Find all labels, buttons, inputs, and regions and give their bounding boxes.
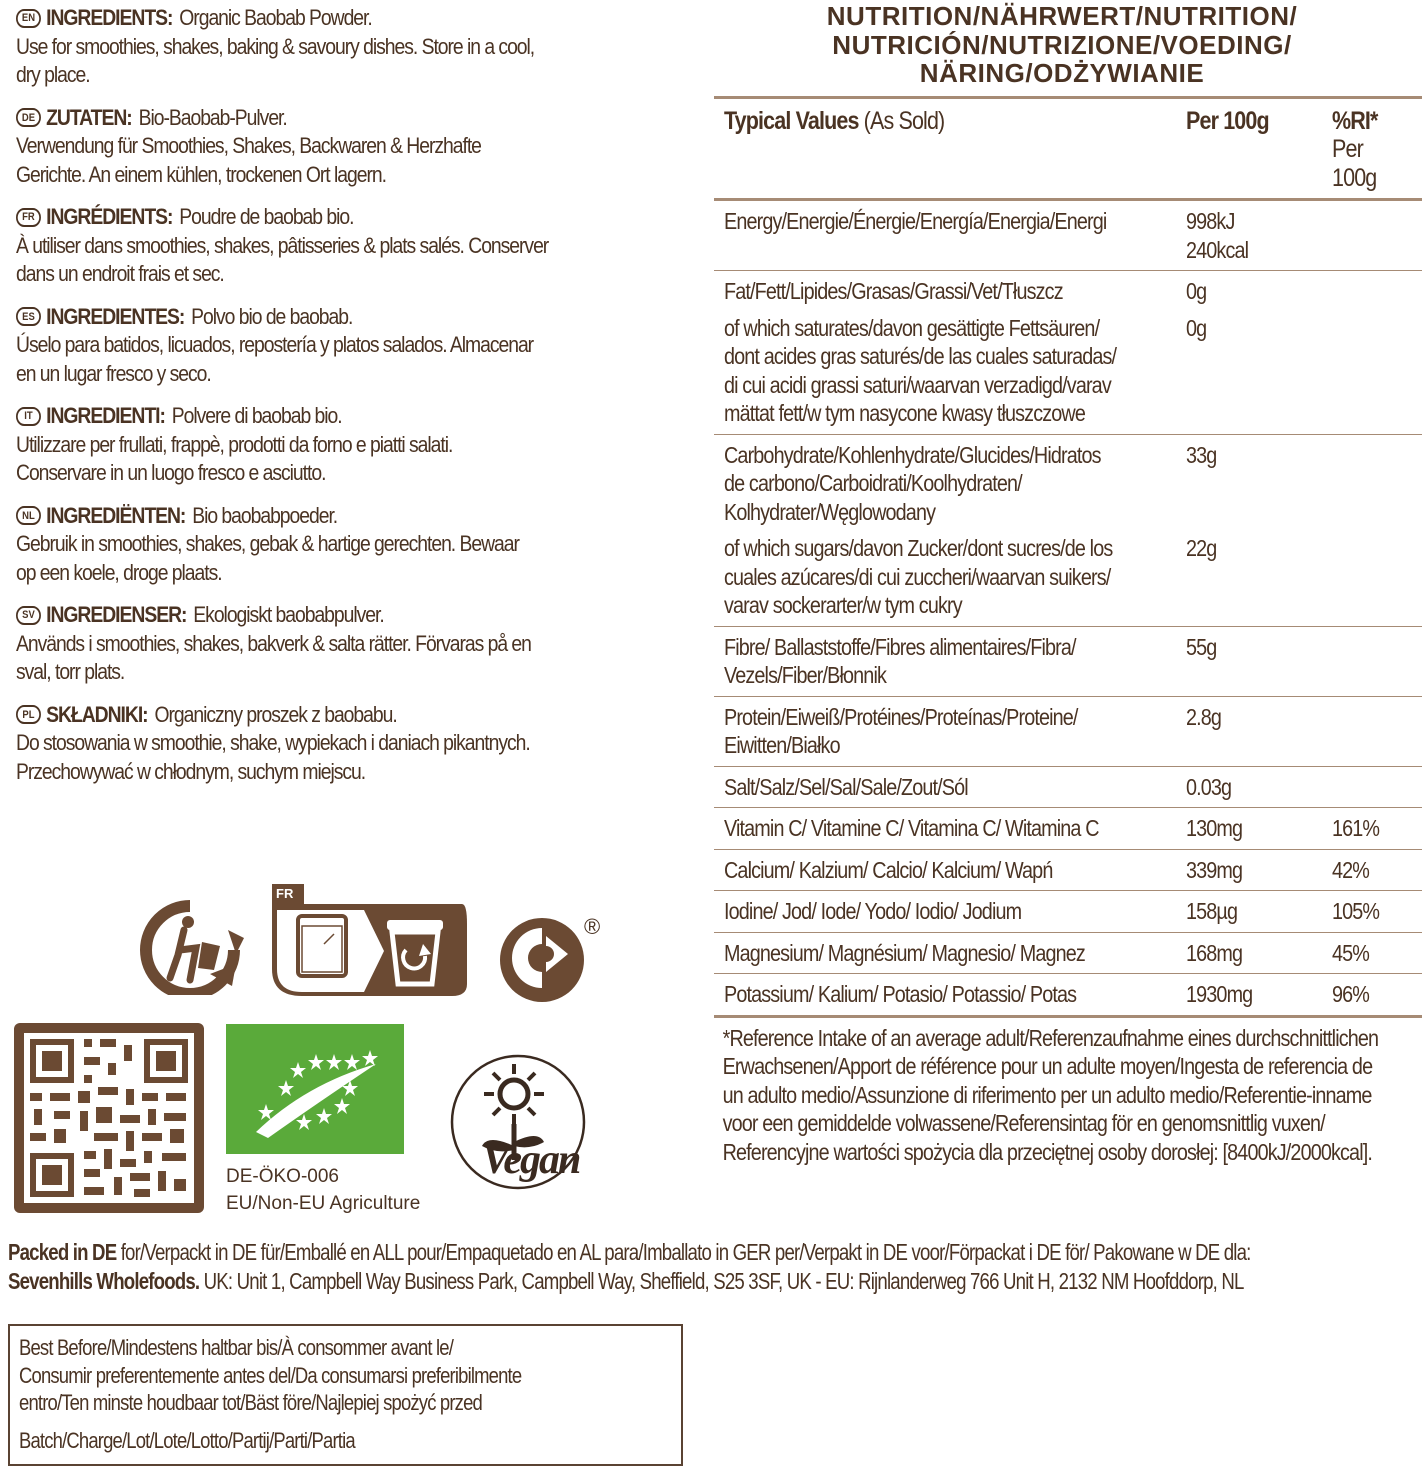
best-before-line: entro/Ten minste houdbaar tot/Bäst före/Najlepiej spożyć przed [19, 1390, 482, 1415]
nutrient-ri: 96% [1332, 981, 1370, 1007]
company-address: UK: Unit 1, Campbell Way Business Park, Campbell Way, Sheffield, S25 3SF, UK - EU: Rijnlanderweg 766 Unit H, 2132 NM Hoofddorp, NL [199, 1268, 1244, 1294]
eu-organic-origin: EU/Non-EU Agriculture [226, 1193, 421, 1214]
nutrition-heading-line: NÄRING/ODŻYWIANIE [919, 58, 1205, 88]
eu-organic-text [226, 1163, 420, 1217]
ingredient-text: Polvo bio de baobab. [191, 303, 353, 329]
usage-line: sval, torr plats. [16, 659, 125, 684]
as-sold-note: (As Sold) [858, 106, 945, 135]
vegan-label: Vegan [482, 1137, 580, 1183]
reference-intake-footnote: *Reference Intake of an average adult/Referenzaufnahme eines durchschnittlichen Erwachsenen/Apport de référence pour un adulte moyen/Ingesta de referencia de un adulto medio/Assunzione di riferimento per un adulto medio/Referentie-inname voor een gemiddelde volwassene/Referensintag för en genomsnittlig vuxen/ Referencyjne wartości spożycia dla przeciętnej osoby dorosłej: [8400kJ/2000kcal]. [722, 1024, 1379, 1165]
best-before-line: Best Before/Mindestens haltbar bis/À consommer avant le/ [19, 1335, 454, 1360]
triman-recycling-icon [272, 884, 467, 999]
usage-line: À utiliser dans smoothies, shakes, pâtisseries & plats salés. Conserver [16, 232, 549, 258]
nutrient-ri: 161% [1332, 815, 1380, 841]
ingredient-text: Bio baobabpoeder. [192, 502, 338, 528]
table-row-fat [714, 271, 1422, 435]
company-name: Sevenhills Wholefoods. [8, 1268, 200, 1294]
ingredient-title: SKŁADNIKI: [46, 701, 148, 727]
ingredient-text: Poudre de baobab bio. [179, 204, 354, 229]
usage-line: Gerichte. An einem kühlen, trockenen Ort lagern. [16, 161, 386, 187]
ingredient-title: INGREDIENSER: [46, 602, 187, 627]
ingredient-block-en [16, 4, 609, 90]
ri-sub-header: Per 100g [1332, 135, 1377, 192]
ingredient-title: INGREDIENTES: [46, 303, 185, 329]
nutrient-sub-name: of which sugars/davon Zucker/dont sucres/de los cuales azúcares/di cui zuccheri/waarvan suikers/ varav sockerarter/w tym cukry [724, 535, 1113, 618]
nutrient-name: Iodine/ Jod/ Iode/ Yodo/ Iodio/ Jodium [724, 898, 1022, 924]
nutrient-value: 1930mg [1186, 981, 1253, 1007]
usage-line: Conservare in un luogo fresco e asciutto. [16, 460, 326, 485]
ingredient-block-nl [16, 502, 609, 588]
ingredient-text: Organic Baobab Powder. [179, 5, 372, 30]
nutrient-value: 158µg [1186, 898, 1238, 924]
language-badge-nl: NL [16, 506, 41, 525]
packed-bold: Packed in DE [8, 1239, 117, 1265]
qr-code[interactable] [14, 1023, 204, 1213]
nutrient-value: 55g [1186, 633, 1217, 660]
ingredient-text: Bio-Baobab-Pulver. [138, 104, 287, 130]
nutrient-sub-value: 0g [1186, 314, 1207, 341]
usage-line: Används i smoothies, shakes, bakverk & salta rätter. Förvaras på en [16, 630, 531, 656]
ingredient-title: INGRÉDIENTS: [46, 204, 173, 229]
nutrient-name: Magnesium/ Magnésium/ Magnesio/ Magnez [724, 939, 1085, 966]
ingredient-block-it [16, 402, 609, 488]
language-badge-sv: SV [16, 606, 41, 625]
nutrient-ri: 45% [1332, 939, 1370, 966]
nutrient-sub-name: of which saturates/davon gesättigte Fettsäuren/ dont acides gras saturés/de las cuales saturadas/ di cui acidi grassi saturi/waarvan verzadigd/varav mättat fett/w tym nasycone kwasy tłuszczowe [724, 314, 1117, 426]
usage-line: Przechowywać w chłodnym, suchym miejscu. [16, 758, 366, 784]
ingredient-block-pl [16, 701, 609, 787]
nutrient-value: 0g [1186, 278, 1207, 304]
nutrition-heading-line: NUTRICIÓN/NUTRIZIONE/VOEDING/ [832, 29, 1292, 60]
nutrient-value: 339mg [1186, 856, 1243, 883]
table-row-energy [714, 201, 1422, 271]
language-badge-es: ES [16, 307, 41, 326]
nutrient-value: 0.03g [1186, 773, 1232, 800]
packer-info [8, 1238, 1345, 1296]
nutrient-name: Potassium/ Kalium/ Potasio/ Potassio/ Potas [724, 981, 1077, 1007]
triman-country-label: FR [276, 886, 294, 901]
table-row-potassium [714, 974, 1422, 1018]
nutrient-name: Fat/Fett/Lipides/Grasas/Grassi/Vet/Tłuszcz [724, 278, 1063, 304]
usage-line: dry place. [16, 62, 90, 87]
language-badge-en: EN [16, 9, 41, 28]
usage-line: op een koele, droge plaats. [16, 559, 222, 585]
ingredient-text: Polvere di baobab bio. [171, 403, 342, 428]
nutrient-name: Protein/Eiweiß/Protéines/Proteínas/Proteine/ Eiwitten/Białko [724, 703, 1078, 758]
nutrient-value: 2.8g [1186, 703, 1222, 730]
ingredient-title: INGREDIËNTEN: [46, 502, 186, 528]
nutrient-name: Vitamin C/ Vitamine C/ Vitamina C/ Witamina C [724, 815, 1099, 841]
eu-organic-logo [226, 1024, 404, 1154]
batch-label: Batch/Charge/Lot/Lote/Lotto/Partij/Parti/Partia [19, 1427, 355, 1453]
usage-line: dans un endroit frais et sec. [16, 261, 224, 286]
best-before-box [8, 1324, 683, 1466]
nutrient-sub-value: 22g [1186, 535, 1217, 561]
usage-line: Verwendung für Smoothies, Shakes, Backwaren & Herzhafte [16, 133, 481, 158]
typical-values-label: Typical Values [724, 106, 859, 135]
nutrient-name: Calcium/ Kalzium/ Calcio/ Kalcium/ Wapń [724, 856, 1053, 883]
nutrition-heading [702, 2, 1422, 88]
nutrient-name: Salt/Salz/Sel/Sal/Sale/Zout/Sól [724, 773, 968, 800]
ingredients-column [16, 4, 636, 790]
usage-line: Úselo para batidos, licuados, repostería y platos salados. Almacenar [16, 332, 534, 357]
table-row-salt [714, 767, 1422, 809]
table-row-iodine [714, 891, 1422, 933]
green-dot-icon [498, 914, 590, 1006]
nutrient-value: 130mg [1186, 815, 1243, 841]
usage-line: Gebruik in smoothies, shakes, gebak & hartige gerechten. Bewaar [16, 531, 519, 556]
vegan-logo [448, 1050, 620, 1200]
nutrient-name: Fibre/ Ballaststoffe/Fibres alimentaires/Fibra/ Vezels/Fiber/Błonnik [724, 633, 1076, 688]
packed-text: for/Verpackt in DE für/Emballé en ALL pour/Empaquetado en AL para/Imballato in GER per/Verpakt in DE voor/Förpackat i DE för/ Pakowane w DE dla: [116, 1239, 1251, 1265]
usage-line: Utilizzare per frullati, frappè, prodotti da forno e piatti salati. [16, 431, 453, 457]
table-row-fibre [714, 627, 1422, 697]
table-row-carbohydrate [714, 435, 1422, 627]
energy-kj: 998kJ [1186, 208, 1235, 234]
usage-line: Use for smoothies, shakes, baking & savoury dishes. Store in a cool, [16, 33, 535, 59]
nutrient-ri: 42% [1332, 856, 1370, 883]
ingredient-block-fr [16, 203, 609, 289]
eu-organic-code: DE-ÖKO-006 [226, 1166, 339, 1187]
table-row-protein [714, 697, 1422, 767]
ingredient-title: INGREDIENTI: [46, 403, 165, 428]
ingredient-title: ZUTATEN: [46, 104, 132, 130]
table-row-calcium [714, 850, 1422, 892]
per-100g-header: Per 100g [1186, 106, 1269, 135]
best-before-line: Consumir preferentemente antes del/Da consumarsi preferibilmente [19, 1362, 522, 1388]
registered-mark: ® [584, 914, 601, 939]
language-badge-fr: FR [16, 208, 41, 227]
nutrition-panel [714, 0, 1422, 1166]
ingredient-block-es [16, 303, 609, 389]
nutrition-heading-line: NUTRITION/NÄHRWERT/NUTRITION/ [826, 1, 1298, 31]
table-row-magnesium [714, 933, 1422, 975]
table-header-row [714, 99, 1422, 202]
nutrient-name: Carbohydrate/Kohlenhydrate/Glucides/Hidratos de carbono/Carboidrati/Koolhydraten/ Kolhydrater/Węglowodany [724, 441, 1101, 525]
table-row-vitamin-c [714, 808, 1422, 850]
usage-line: en un lugar fresco y seco. [16, 360, 211, 386]
ingredient-block-sv [16, 601, 609, 687]
nutrient-name: Energy/Energie/Énergie/Energía/Energia/Energi [724, 208, 1107, 234]
ingredient-text: Organiczny proszek z baobabu. [154, 701, 397, 727]
nutrient-value: 168mg [1186, 939, 1243, 966]
ingredient-block-de [16, 104, 609, 190]
language-badge-it: IT [16, 407, 41, 426]
tidyman-recycle-icon [140, 900, 245, 995]
ingredient-title: INGREDIENTS: [46, 5, 173, 30]
usage-line: Do stosowania w smoothie, shake, wypiekach i daniach pikantnych. [16, 730, 530, 755]
language-badge-pl: PL [16, 705, 41, 724]
ri-header: %RI* [1332, 106, 1378, 135]
language-badge-de: DE [16, 108, 41, 127]
nutrient-ri: 105% [1332, 898, 1380, 924]
ingredient-text: Ekologiskt baobabpulver. [193, 602, 384, 627]
nutrient-value: 33g [1186, 441, 1217, 468]
nutrition-table [714, 96, 1422, 1018]
energy-kcal: 240kcal [1186, 236, 1249, 263]
